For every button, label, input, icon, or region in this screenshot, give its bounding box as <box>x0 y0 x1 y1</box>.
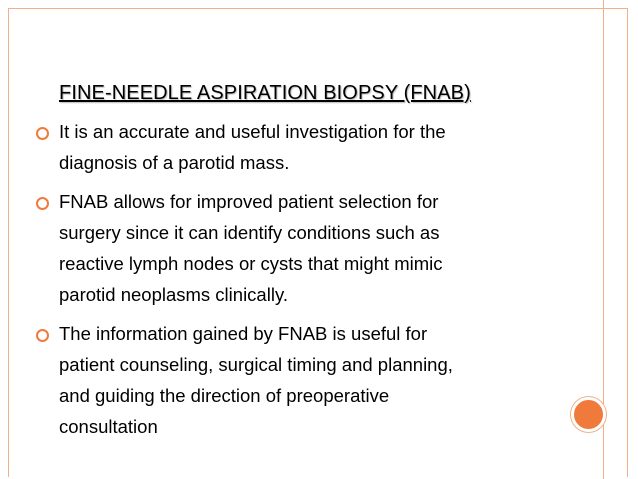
bullet-line: FNAB allows for improved patient selection for <box>59 191 439 212</box>
bullet-line: surgery since it can identify conditions such as <box>59 222 440 243</box>
bullet-line: diagnosis of a parotid mass. <box>59 152 290 173</box>
ring-bullet-icon <box>36 197 49 210</box>
slide-title: FINE-NEEDLE ASPIRATION BIOPSY (FNAB) <box>59 82 471 104</box>
bullet-item <box>36 186 556 310</box>
bullet-line: and guiding the direction of preoperative <box>59 385 390 406</box>
bullet-line: The information gained by FNAB is useful for <box>59 323 428 344</box>
bullet-list <box>36 116 556 450</box>
bullet-line: reactive lymph nodes or cysts that might mimic <box>59 253 443 274</box>
bullet-item <box>36 116 556 178</box>
bullet-line: consultation <box>59 416 158 437</box>
ring-bullet-icon <box>36 127 49 140</box>
bullet-line: parotid neoplasms clinically. <box>59 284 288 305</box>
bullet-item <box>36 318 556 442</box>
bullet-line: patient counseling, surgical timing and planning, <box>59 354 453 375</box>
orange-circle-icon <box>571 397 606 432</box>
ring-bullet-icon <box>36 329 49 342</box>
bullet-line: It is an accurate and useful investigation for the <box>59 121 446 142</box>
